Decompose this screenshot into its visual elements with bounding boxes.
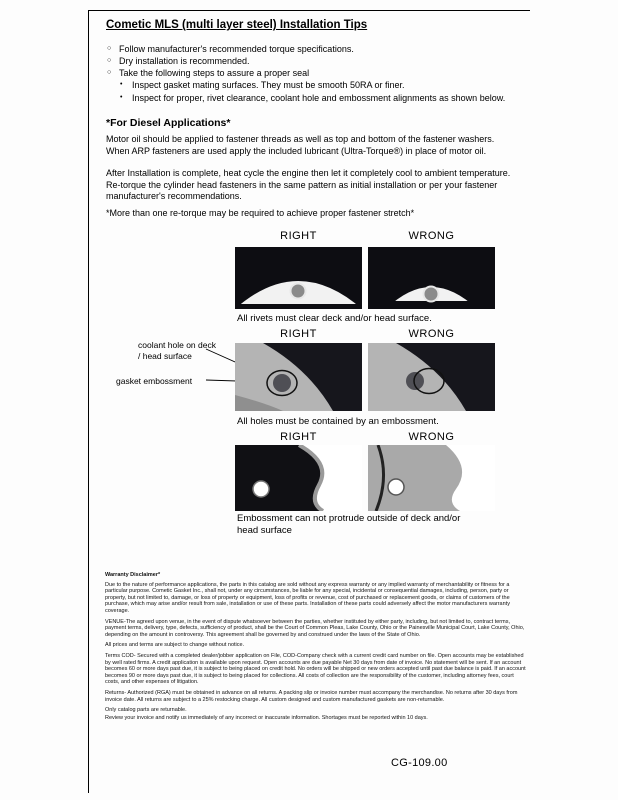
dot-bullet-icon: • xyxy=(120,81,123,89)
right-label: RIGHT xyxy=(280,230,317,242)
legal-paragraph: Due to the nature of performance applications, the parts in this catalog are sold without any express warranty or any implied warranty of merchantability or fitness for a particular purpose. Cometic Gasket Inc., shall not, under any circumstances, be liable for any special, incidental or consequential damages, including, person, party or property, but not limited to, damage, or loss of property or equipment, loss of profits or revenue, cost of purchased or replacement goods, or claims of customers of the purchase, which may arise and/or result from sale, installation or use of these parts. Installation of these parts could adversely affect the motor manufacturers warranty coverage. xyxy=(105,581,510,614)
tip-text: Dry installation is recommended. xyxy=(119,56,250,67)
retorque-note: *More than one re-torque may be required to achieve proper fastener stretch* xyxy=(106,208,415,218)
tip-text: Inspect for proper, rivet clearance, coolant hole and embossment alignments as shown below. xyxy=(132,92,506,103)
right-label: RIGHT xyxy=(280,328,317,340)
circle-bullet-icon: ○ xyxy=(107,45,112,52)
right-label: RIGHT xyxy=(280,431,317,443)
list-item xyxy=(120,79,522,91)
caption-rivets: All rivets must clear deck and/or head surface. xyxy=(237,313,432,324)
circle-bullet-icon: ○ xyxy=(107,69,112,77)
list-item xyxy=(120,92,522,104)
diagram-rivet-wrong xyxy=(368,247,495,309)
diagram-rivet-right xyxy=(235,247,362,309)
callout-gasket-embossment: gasket embossment xyxy=(116,376,193,386)
legal-paragraph: Review your invoice and notify us immediately of any incorrect or inaccurate information. Shortages must be reported within 10 days. xyxy=(105,714,428,721)
page-code: CG-109.00 xyxy=(391,757,448,769)
tip-text: Take the following steps to assure a proper seal xyxy=(119,68,310,79)
page-title: Cometic MLS (multi layer steel) Installation Tips xyxy=(106,19,368,31)
tips-list xyxy=(107,43,522,104)
dot-bullet-icon: • xyxy=(120,93,123,101)
diesel-paragraph-1: Motor oil should be applied to fastener threads as well as top and bottom of the fastener washers. When ARP fasteners are used apply the included lubricant (Ultra-Torque®) in place of motor oil. xyxy=(106,134,495,156)
diagram-embossment-right xyxy=(235,343,362,411)
legal-paragraph: Terms COD- Secured with a completed dealer/jobber application on File, COD-Company check with a current credit card number on file. Open accounts may be established by well rated firms. A credit application is available upon request. Open accounts are due payable Net 30 days from date of invoice. No statement will be sent. If an account becomes 60 or more days past due, it is subject to being placed on credit hold. No orders will be shipped or new orders accepted until past due balance is paid. If an account becomes 90 or more days past due, it is subject to being placed for collections. All costs of collection are the responsibility of the customer, including attorney fees, court costs, and other expenses of litigation. xyxy=(105,652,526,686)
list-item xyxy=(107,67,522,79)
caption-holes: All holes must be contained by an embossment. xyxy=(237,416,439,427)
diagram-protrusion-wrong xyxy=(368,445,495,511)
warranty-title: Warranty Disclaimer* xyxy=(105,572,161,578)
list-item xyxy=(107,55,522,67)
wrong-label: WRONG xyxy=(408,230,455,242)
legal-paragraph: Returns- Authorized (RGA) must be obtained in advance on all returns. A packing slip or invoice number must accompany the merchandise. No returns after 30 days from invoice date. All returns are subject to a 25% restocking charge. All custom designed and custom manufactured gaskets are non-returnable. xyxy=(105,689,518,703)
wrong-label: WRONG xyxy=(408,328,455,340)
circle-bullet-icon: ○ xyxy=(107,57,112,65)
diesel-paragraph-2: After Installation is complete, heat cycle the engine then let it completely cool to ambient temperature. Re-torque the cylinder head fasteners in the same pattern as initial installation or per your fastener manufacturer's recommendations. xyxy=(106,168,511,202)
caption-protrusion: Embossment can not protrude outside of deck and/or head surface xyxy=(237,513,461,536)
legal-text xyxy=(105,572,529,725)
callout-coolant-hole: coolant hole on deck / head surface xyxy=(138,340,216,361)
diagram-protrusion-right xyxy=(235,445,362,511)
diesel-heading: *For Diesel Applications* xyxy=(106,117,231,129)
wrong-label: WRONG xyxy=(408,431,455,443)
legal-paragraph: VENUE-The agreed upon venue, in the event of dispute whatsoever between the parties, whether instituted by either party, including, but not limited to, contract terms, payment terms, delivery, type, defects, sufficiency of product, shall be the Court of Common Pleas, Lake County, Ohio or the Painesville Municipal Court, Lake County, Ohio, depending on the amount in controversy. This agreement shall be governed by and construed under the laws of the State of Ohio. xyxy=(105,618,525,638)
list-item xyxy=(107,43,522,55)
legal-paragraph: Only catalog parts are returnable. xyxy=(105,707,187,714)
legal-paragraph: All prices and terms are subject to change without notice. xyxy=(105,642,245,649)
tip-text: Follow manufacturer's recommended torque specifications. xyxy=(119,44,354,54)
diagram-embossment-wrong xyxy=(368,343,495,411)
tip-text: Inspect gasket mating surfaces. They must be smooth 50RA or finer. xyxy=(132,80,405,91)
